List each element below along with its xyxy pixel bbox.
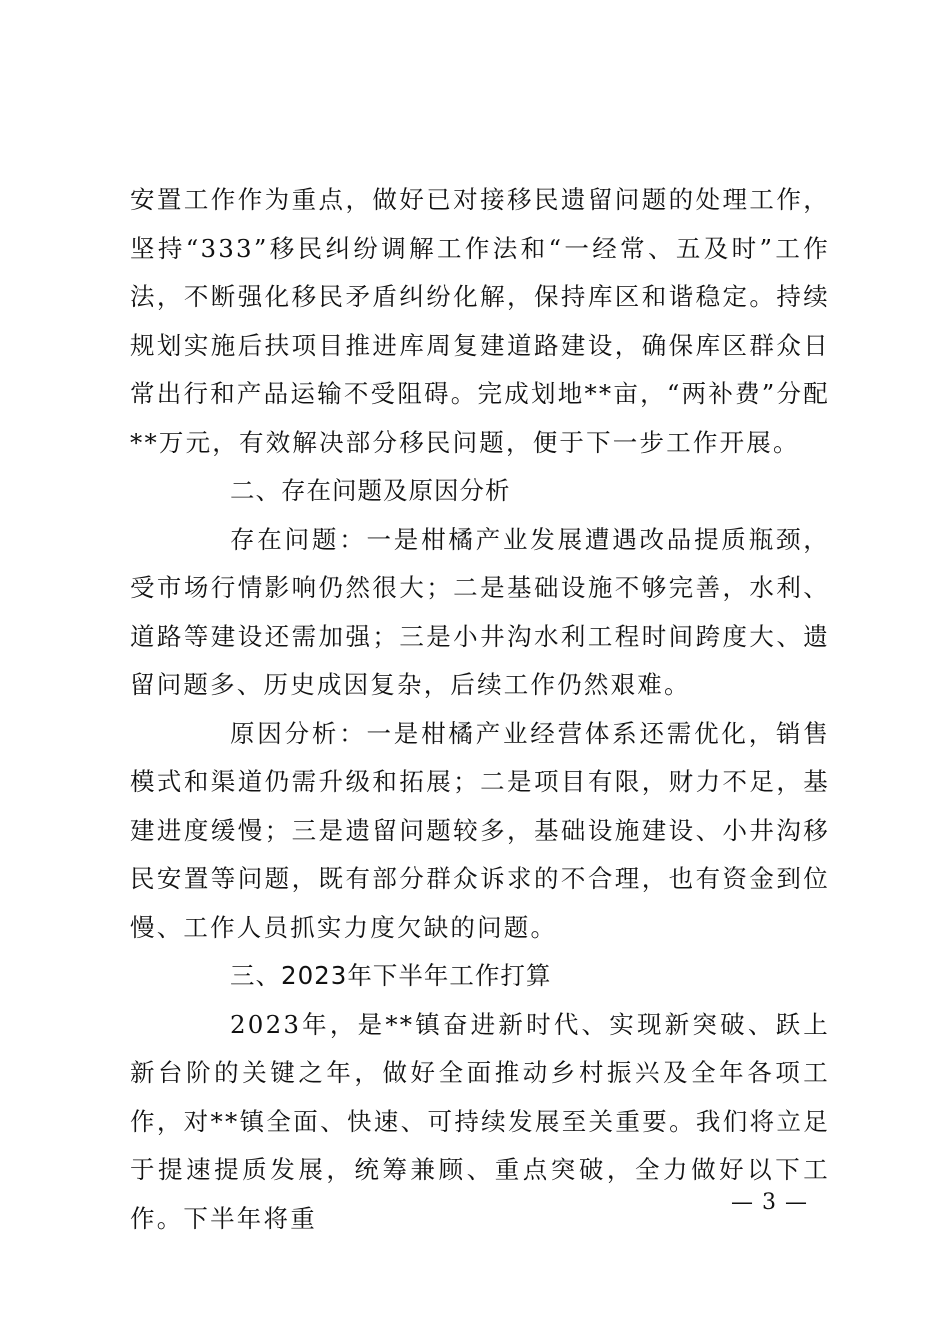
causes-paragraph: 原因分析：一是柑橘产业经营体系还需优化，销售模式和渠道仍需升级和拓展；二是项目有限，财力不足，基建进度缓慢；三是遗留问题较多，基础设施建设、小井沟移民安置等问题，既有部分群众诉求的不合理，也有资金到位慢、工作人员抓实力度欠缺的问题。 bbox=[130, 718, 830, 942]
section-heading-plans: 三、2023年下半年工作打算 bbox=[230, 961, 552, 990]
section-heading-problems: 二、存在问题及原因分析 bbox=[230, 476, 511, 505]
page-number: — 3 — bbox=[731, 1190, 808, 1215]
continuation-paragraph: 安置工作作为重点，做好已对接移民遗留问题的处理工作，坚持“333”移民纠纷调解工作法和“一经常、五及时”工作法，不断强化移民矛盾纠纷化解，保持库区和谐稳定。持续规划实施后扶项目推进库周复建道路建设，确保库区群众日常出行和产品运输不受阻碍。完成划地**亩，“两补费”分配**万元，有效解决部分移民问题，便于下一步工作开展。 bbox=[130, 185, 830, 457]
plans-intro-paragraph: 2023年，是**镇奋进新时代、实现新突破、跃上新台阶的关键之年，做好全面推动乡村振兴及全年各项工作，对**镇全面、快速、可持续发展至关重要。我们将立足于提速提质发展，统筹兼顾、重点突破，全力做好以下工作。下半年将重 bbox=[130, 1009, 830, 1233]
problems-paragraph: 存在问题：一是柑橘产业发展遭遇改品提质瓶颈，受市场行情影响仍然很大；二是基础设施不够完善，水利、道路等建设还需加强；三是小井沟水利工程时间跨度大、遗留问题多、历史成因复杂，后续工作仍然艰难。 bbox=[130, 524, 830, 699]
document-body bbox=[130, 176, 830, 1243]
